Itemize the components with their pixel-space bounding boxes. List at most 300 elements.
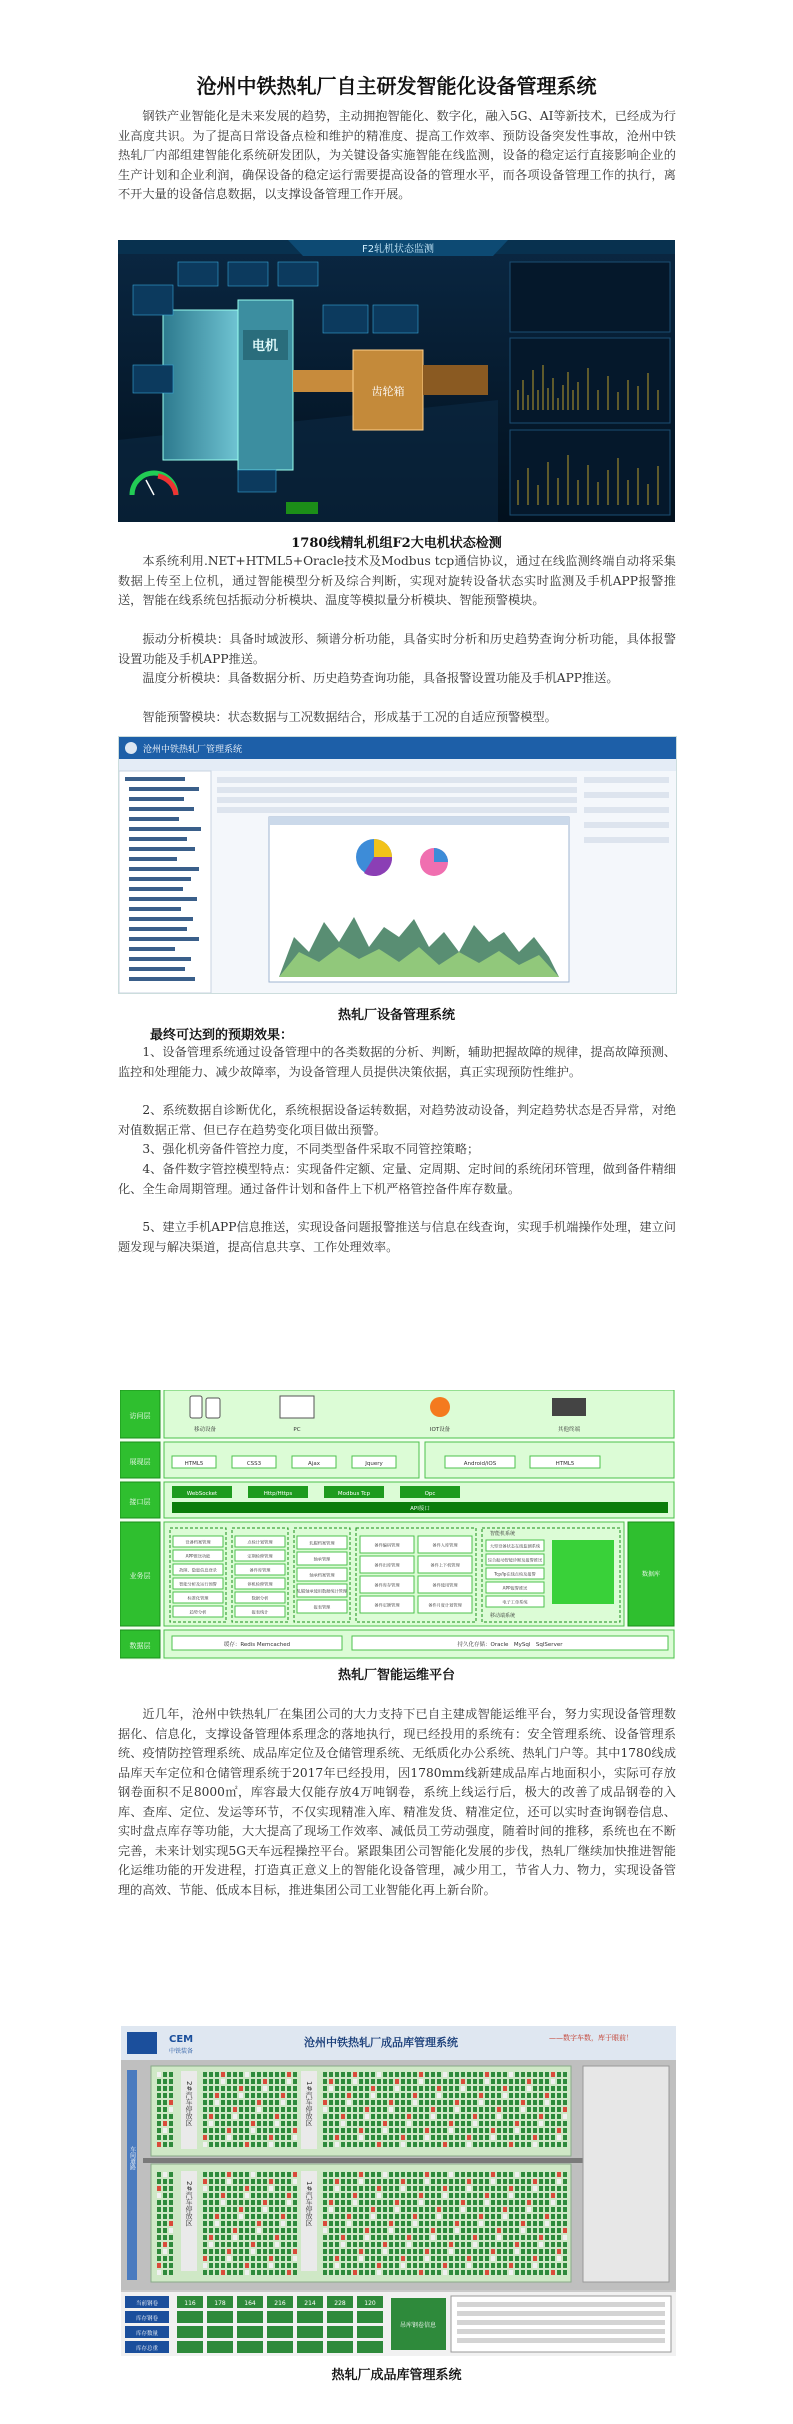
coil-slot — [563, 2142, 567, 2147]
coil-slot — [401, 2121, 405, 2126]
coil-slot — [257, 2200, 261, 2205]
coil-slot — [353, 2172, 357, 2177]
coil-slot — [215, 2207, 219, 2212]
coil-slot — [377, 2093, 381, 2098]
coil-slot — [365, 2200, 369, 2205]
coil-slot — [473, 2221, 477, 2226]
coil-slot — [221, 2128, 225, 2133]
coil-slot — [545, 2193, 549, 2198]
coil-slot — [461, 2093, 465, 2098]
operations-platform-diagram — [120, 1390, 675, 1660]
coil-slot — [157, 2193, 161, 2198]
coil-slot — [359, 2270, 363, 2275]
coil-slot — [163, 2186, 167, 2191]
coil-slot — [215, 2221, 219, 2226]
coil-slot — [413, 2093, 417, 2098]
coil-slot — [473, 2128, 477, 2133]
coil-slot — [449, 2228, 453, 2233]
coil-slot — [509, 2121, 513, 2126]
coil-slot — [359, 2242, 363, 2247]
coil-slot — [257, 2142, 261, 2147]
coil-slot — [353, 2186, 357, 2191]
coil-slot — [329, 2179, 333, 2184]
coil-slot — [419, 2100, 423, 2105]
coil-slot — [473, 2121, 477, 2126]
coil-slot — [263, 2235, 267, 2240]
coil-slot — [419, 2200, 423, 2205]
zone-label-2-top: 2#汽车停放区 — [185, 2081, 193, 2127]
coil-slot — [395, 2193, 399, 2198]
coil-slot — [473, 2193, 477, 2198]
coil-slot — [473, 2179, 477, 2184]
coil-slot — [455, 2256, 459, 2261]
coil-slot — [545, 2100, 549, 2105]
coil-slot — [527, 2086, 531, 2091]
coil-slot — [251, 2121, 255, 2126]
coil-slot — [359, 2072, 363, 2077]
coil-slot — [395, 2270, 399, 2275]
coil-slot — [413, 2100, 417, 2105]
coil-slot — [335, 2179, 339, 2184]
coil-slot — [365, 2114, 369, 2119]
coil-slot — [257, 2207, 261, 2212]
coil-slot — [521, 2086, 525, 2091]
coil-slot — [227, 2100, 231, 2105]
coil-slot — [347, 2249, 351, 2254]
coil-slot — [515, 2086, 519, 2091]
coil-slot — [163, 2249, 167, 2254]
coil-slot — [245, 2072, 249, 2077]
coil-slot — [419, 2107, 423, 2112]
platform-paragraph: 近几年，沧州中铁热轧厂在集团公司的大力支持下已自主建成智能运维平台，努力实现设备管理数据化、信息化，支撑设备管理体系理念的落地执行，现已经投用的系统有：安全管理系统、设备管理系统、疫情防控管理系统、成品库定位及仓储管理系统、无纸质化办公系统、热轧门户等。其中1780线成品库天车定位和仓储管理系统于2017年已经投用，因1780mm线新建成品库占地面积小，实际可存放钢卷面积不足8000㎡，库容最大仅能存放4万吨钢卷，系统上线运行后，极大的改善了成品钢卷的入库、查库、定位、发运等环节，不仅实现精准入库、精准发货、精准定位，还可以实时查询钢卷信息、实时盘点库存等功能，大大提高了现场工作效率、减低员工劳动强度，随着时间的推移，系统也在不断完善，未来计划实现5G天车远程操控平台。紧跟集团公司智能化发展的步伐，热轧厂继续加快推进智能化运维功能的开发进程，打造真正意义上的智能化设备管理，减少用工，节省人力、物力，实现设备管理的高效、节能、低成本目标，推进集团公司工业智能化再上新台阶。 — [118, 1707, 676, 1897]
coil-slot — [491, 2221, 495, 2226]
coil-slot — [449, 2193, 453, 2198]
coil-slot — [163, 2242, 167, 2247]
coil-slot — [491, 2249, 495, 2254]
coil-slot — [245, 2214, 249, 2219]
coil-slot — [371, 2172, 375, 2177]
coil-slot — [335, 2107, 339, 2112]
coil-slot — [169, 2200, 173, 2205]
coil-slot — [215, 2214, 219, 2219]
coil-slot — [221, 2193, 225, 2198]
coil-slot — [239, 2228, 243, 2233]
coil-slot — [269, 2193, 273, 2198]
coil-slot — [359, 2228, 363, 2233]
coil-slot — [269, 2142, 273, 2147]
coil-slot — [257, 2249, 261, 2254]
coil-slot — [419, 2128, 423, 2133]
coil-slot — [245, 2179, 249, 2184]
coil-slot — [251, 2093, 255, 2098]
coil-slot — [431, 2263, 435, 2268]
coil-slot — [209, 2256, 213, 2261]
coil-slot — [467, 2107, 471, 2112]
coil-slot — [437, 2221, 441, 2226]
warehouse-banner-title: 沧州中铁热轧厂成品库管理系统 — [304, 2036, 458, 2049]
coil-slot — [371, 2121, 375, 2126]
coil-slot — [287, 2235, 291, 2240]
coil-slot — [281, 2093, 285, 2098]
coil-slot — [533, 2207, 537, 2212]
coil-slot — [377, 2128, 381, 2133]
coil-slot — [485, 2093, 489, 2098]
coil-slot — [251, 2172, 255, 2177]
coil-slot — [557, 2072, 561, 2077]
coil-slot — [169, 2086, 173, 2091]
coil-slot — [389, 2228, 393, 2233]
coil-slot — [281, 2263, 285, 2268]
coil-slot — [389, 2121, 393, 2126]
module-cell-label: 点检计划管理 — [247, 1539, 273, 1545]
coil-slot — [163, 2256, 167, 2261]
coil-slot — [557, 2193, 561, 2198]
coil-slot — [251, 2128, 255, 2133]
coil-slot — [275, 2200, 279, 2205]
coil-slot — [203, 2107, 207, 2112]
coil-slot — [479, 2200, 483, 2205]
coil-slot — [527, 2172, 531, 2177]
coil-slot — [509, 2207, 513, 2212]
coil-slot — [467, 2207, 471, 2212]
coil-slot — [365, 2100, 369, 2105]
coil-slot — [413, 2200, 417, 2205]
coil-slot — [407, 2263, 411, 2268]
coil-slot — [437, 2128, 441, 2133]
coil-slot — [371, 2270, 375, 2275]
coil-slot — [461, 2100, 465, 2105]
coil-slot — [437, 2207, 441, 2212]
coil-slot — [551, 2256, 555, 2261]
module-cell-label: 标准化管理 — [187, 1595, 209, 1601]
coil-slot — [413, 2186, 417, 2191]
coil-slot — [455, 2079, 459, 2084]
coil-slot — [467, 2135, 471, 2140]
stock-count-cell — [357, 2311, 383, 2323]
temperature-module-text: 温度分析模块：具备数据分析、历史趋势查询功能，具备报警设置功能及手机APP推送。 — [142, 671, 619, 685]
coil-slot — [461, 2079, 465, 2084]
coil-slot — [449, 2100, 453, 2105]
coil-slot — [233, 2242, 237, 2247]
coil-slot — [203, 2193, 207, 2198]
coil-slot — [485, 2270, 489, 2275]
coil-slot — [527, 2270, 531, 2275]
coil-slot — [157, 2079, 161, 2084]
coil-slot — [431, 2079, 435, 2084]
coil-slot — [365, 2207, 369, 2212]
coil-slot — [515, 2263, 519, 2268]
coil-slot — [383, 2172, 387, 2177]
coil-slot — [557, 2186, 561, 2191]
coil-slot — [545, 2235, 549, 2240]
coil-slot — [479, 2263, 483, 2268]
coil-slot — [455, 2235, 459, 2240]
coil-slot — [533, 2214, 537, 2219]
figure4-caption: 热轧厂成品库管理系统 — [331, 2368, 462, 2383]
module-cell-label: APP报警推送 — [502, 1585, 528, 1591]
coil-slot — [383, 2256, 387, 2261]
coil-slot — [419, 2121, 423, 2126]
coil-slot — [539, 2214, 543, 2219]
coil-slot — [275, 2179, 279, 2184]
coil-slot — [257, 2193, 261, 2198]
coil-slot — [221, 2079, 225, 2084]
coil-slot — [157, 2186, 161, 2191]
coil-slot — [203, 2100, 207, 2105]
coil-slot — [335, 2263, 339, 2268]
coil-slot — [293, 2086, 297, 2091]
coil-slot — [545, 2249, 549, 2254]
coil-slot — [365, 2186, 369, 2191]
coil-slot — [163, 2107, 167, 2112]
coil-slot — [221, 2186, 225, 2191]
coil-slot — [227, 2186, 231, 2191]
coil-slot — [359, 2179, 363, 2184]
coil-slot — [395, 2186, 399, 2191]
coil-slot — [245, 2114, 249, 2119]
module-cell-label: 备件编码管理 — [374, 1542, 400, 1548]
coil-slot — [551, 2093, 555, 2098]
coil-slot — [503, 2079, 507, 2084]
coil-slot — [389, 2086, 393, 2091]
coil-slot — [563, 2107, 567, 2112]
coil-slot — [365, 2135, 369, 2140]
coil-slot — [257, 2072, 261, 2077]
coil-slot — [407, 2128, 411, 2133]
coil-slot — [281, 2079, 285, 2084]
coil-slot — [293, 2263, 297, 2268]
coil-slot — [473, 2172, 477, 2177]
coil-slot — [163, 2228, 167, 2233]
coil-slot — [169, 2228, 173, 2233]
coil-slot — [251, 2072, 255, 2077]
coil-slot — [485, 2142, 489, 2147]
coil-slot — [389, 2235, 393, 2240]
coil-slot — [515, 2172, 519, 2177]
coil-slot — [275, 2072, 279, 2077]
coil-slot — [557, 2235, 561, 2240]
coil-slot — [359, 2121, 363, 2126]
coil-slot — [563, 2186, 567, 2191]
coil-slot — [461, 2128, 465, 2133]
stock-count-cell — [327, 2311, 353, 2323]
coil-slot — [443, 2221, 447, 2226]
coil-slot — [383, 2114, 387, 2119]
coil-slot — [413, 2121, 417, 2126]
coil-slot — [533, 2256, 537, 2261]
coil-slot — [377, 2186, 381, 2191]
coil-slot — [329, 2107, 333, 2112]
coil-slot — [239, 2135, 243, 2140]
coil-slot — [539, 2207, 543, 2212]
coil-slot — [329, 2172, 333, 2177]
coil-slot — [449, 2214, 453, 2219]
coil-slot — [539, 2072, 543, 2077]
coil-slot — [551, 2172, 555, 2177]
coil-slot — [353, 2235, 357, 2240]
stock-count-cell — [297, 2326, 323, 2338]
coil-slot — [245, 2193, 249, 2198]
coil-slot — [551, 2142, 555, 2147]
coil-slot — [557, 2086, 561, 2091]
coil-slot — [203, 2221, 207, 2226]
coil-slot — [383, 2107, 387, 2112]
coil-slot — [527, 2128, 531, 2133]
platform-architecture-diagram — [120, 1390, 675, 1660]
coil-slot — [257, 2114, 261, 2119]
api-bar-label: API接口 — [410, 1506, 430, 1512]
coil-slot — [169, 2128, 173, 2133]
coil-slot — [479, 2221, 483, 2226]
coil-slot — [329, 2249, 333, 2254]
coil-slot — [497, 2228, 501, 2233]
coil-slot — [359, 2207, 363, 2212]
coil-slot — [221, 2086, 225, 2091]
coil-slot — [467, 2200, 471, 2205]
coil-slot — [245, 2172, 249, 2177]
coil-slot — [221, 2072, 225, 2077]
coil-slot — [527, 2186, 531, 2191]
api-tag-websocket: WebSocket — [186, 1491, 218, 1497]
module-cell-label: 备件库存管理 — [374, 1582, 400, 1588]
coil-slot — [563, 2072, 567, 2077]
coil-slot — [233, 2263, 237, 2268]
coil-slot — [455, 2242, 459, 2247]
coil-slot — [293, 2207, 297, 2212]
coil-slot — [461, 2072, 465, 2077]
coil-slot — [431, 2179, 435, 2184]
coil-slot — [527, 2135, 531, 2140]
coil-slot — [287, 2135, 291, 2140]
coil-slot — [395, 2249, 399, 2254]
coil-slot — [347, 2270, 351, 2275]
coil-slot — [527, 2121, 531, 2126]
coil-slot — [245, 2100, 249, 2105]
coil-slot — [341, 2142, 345, 2147]
coil-slot — [389, 2270, 393, 2275]
coil-slot — [425, 2256, 429, 2261]
coil-slot — [389, 2186, 393, 2191]
coil-slot — [329, 2228, 333, 2233]
coil-slot — [221, 2142, 225, 2147]
coil-slot — [329, 2114, 333, 2119]
coil-slot — [551, 2270, 555, 2275]
coil-slot — [329, 2256, 333, 2261]
coil-slot — [221, 2235, 225, 2240]
figure1-caption: 1780线精轧机组F2大电机状态检测 — [291, 536, 502, 551]
coil-slot — [491, 2228, 495, 2233]
coil-slot — [419, 2221, 423, 2226]
coil-slot — [335, 2214, 339, 2219]
coil-slot — [515, 2079, 519, 2084]
coil-slot — [395, 2114, 399, 2119]
coil-slot — [287, 2214, 291, 2219]
coil-slot — [377, 2214, 381, 2219]
coil-slot — [347, 2079, 351, 2084]
coil-slot — [461, 2135, 465, 2140]
coil-slot — [163, 2263, 167, 2268]
coil-slot — [563, 2179, 567, 2184]
coil-slot — [227, 2142, 231, 2147]
coil-slot — [389, 2072, 393, 2077]
coil-slot — [353, 2214, 357, 2219]
coil-slot — [169, 2179, 173, 2184]
coil-slot — [329, 2121, 333, 2126]
coil-slot — [251, 2114, 255, 2119]
coil-slot — [533, 2193, 537, 2198]
coil-slot — [221, 2200, 225, 2205]
coil-slot — [503, 2249, 507, 2254]
coil-slot — [419, 2142, 423, 2147]
coil-slot — [245, 2079, 249, 2084]
coil-slot — [233, 2128, 237, 2133]
coil-slot — [257, 2270, 261, 2275]
coil-slot — [239, 2086, 243, 2091]
coil-slot — [371, 2235, 375, 2240]
coil-slot — [479, 2072, 483, 2077]
coil-slot — [473, 2263, 477, 2268]
module-cell-label: 备件定额管理 — [374, 1602, 400, 1608]
coil-slot — [245, 2270, 249, 2275]
coil-slot — [449, 2256, 453, 2261]
coil-slot — [169, 2242, 173, 2247]
coil-slot — [233, 2079, 237, 2084]
coil-slot — [491, 2172, 495, 2177]
module-cell-label: 综合振动智能诊断及报警推送 — [487, 1557, 543, 1563]
coil-slot — [527, 2107, 531, 2112]
coil-slot — [371, 2214, 375, 2219]
coil-slot — [203, 2207, 207, 2212]
coil-slot — [323, 2079, 327, 2084]
coil-slot — [323, 2107, 327, 2112]
coil-slot — [251, 2214, 255, 2219]
coil-slot — [479, 2256, 483, 2261]
coil-slot — [443, 2128, 447, 2133]
coil-slot — [527, 2142, 531, 2147]
coil-slot — [563, 2249, 567, 2254]
vibration-module-text: 振动分析模块：具备时域波形、频谱分析功能，具备实时分析和历史趋势查询分析功能，具体报警设置功能及手机APP推送。 — [118, 632, 676, 666]
coil-slot — [353, 2072, 357, 2077]
coil-slot — [521, 2121, 525, 2126]
coil-slot — [389, 2193, 393, 2198]
coil-slot — [545, 2263, 549, 2268]
coil-slot — [491, 2263, 495, 2268]
coil-slot — [407, 2249, 411, 2254]
coil-slot — [467, 2142, 471, 2147]
coil-slot — [545, 2242, 549, 2247]
coil-slot — [341, 2107, 345, 2112]
coil-slot — [215, 2249, 219, 2254]
coil-slot — [437, 2256, 441, 2261]
coil-slot — [401, 2228, 405, 2233]
stock-count-cell — [327, 2326, 353, 2338]
coil-slot — [521, 2142, 525, 2147]
coil-slot — [443, 2193, 447, 2198]
coil-slot — [389, 2114, 393, 2119]
coil-slot — [221, 2121, 225, 2126]
coil-slot — [503, 2107, 507, 2112]
coil-slot — [353, 2228, 357, 2233]
coil-slot — [245, 2207, 249, 2212]
coil-slot — [329, 2086, 333, 2091]
coil-slot — [539, 2221, 543, 2226]
coil-slot — [509, 2221, 513, 2226]
coil-slot — [443, 2114, 447, 2119]
coil-slot — [557, 2179, 561, 2184]
coil-slot — [467, 2100, 471, 2105]
coil-slot — [377, 2107, 381, 2112]
coil-slot — [539, 2270, 543, 2275]
